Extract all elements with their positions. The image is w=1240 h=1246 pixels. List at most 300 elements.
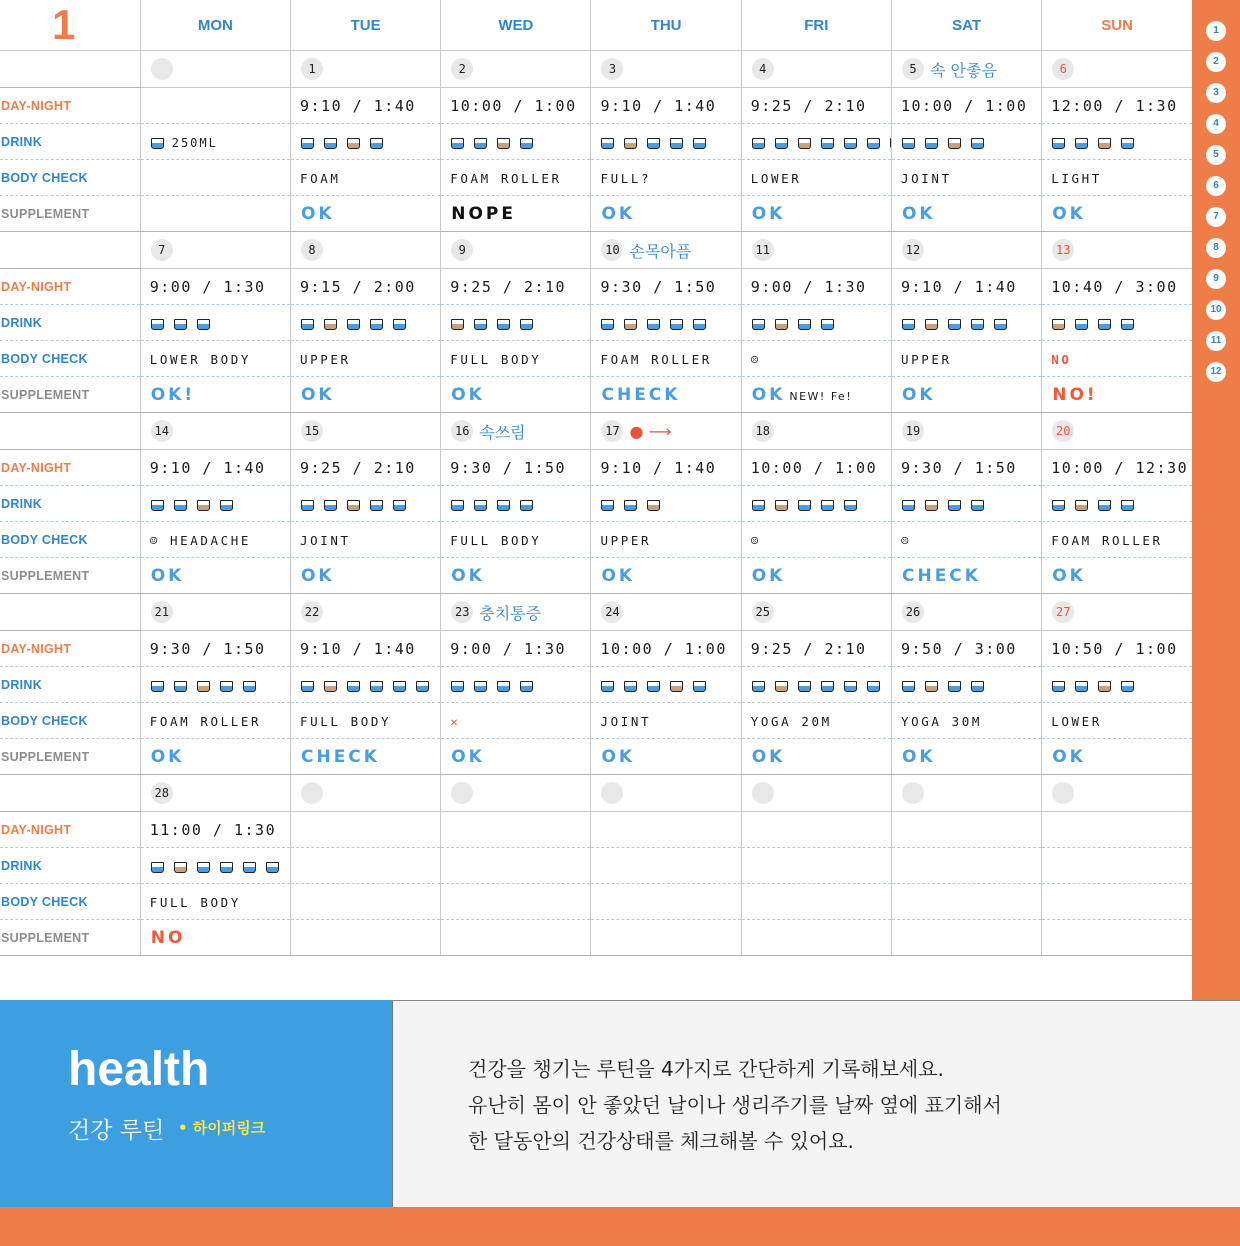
drink-cell[interactable] (441, 486, 591, 522)
drink-cell[interactable] (891, 667, 1041, 703)
day-night-cell[interactable] (891, 631, 1041, 667)
body-check-cell[interactable] (290, 522, 440, 558)
water-cup-icon (994, 319, 1007, 330)
body-check-text: ☹ (750, 533, 761, 548)
supplement-cell[interactable] (741, 920, 891, 956)
day-night-cell[interactable] (441, 450, 591, 486)
body-check-cell[interactable] (591, 341, 741, 377)
supplement-cell[interactable] (891, 558, 1041, 594)
day-cell[interactable] (591, 413, 741, 450)
drink-cell[interactable] (140, 124, 290, 160)
drink-cell[interactable] (140, 667, 290, 703)
supplement-cell[interactable] (891, 377, 1041, 413)
drink-cell[interactable] (741, 848, 891, 884)
supplement-cell[interactable] (140, 739, 290, 775)
drink-cell[interactable] (290, 486, 440, 522)
water-cup-icon (197, 862, 210, 873)
body-check-cell[interactable] (290, 160, 440, 196)
drink-cell[interactable] (591, 848, 741, 884)
day-cell[interactable] (891, 775, 1041, 812)
drink-cell[interactable] (140, 305, 290, 341)
body-check-cell[interactable] (441, 884, 591, 920)
supplement-cell[interactable] (140, 196, 290, 232)
water-cup-icon (971, 681, 984, 692)
body-check-cell[interactable] (140, 884, 290, 920)
day-cell[interactable] (1042, 775, 1192, 812)
cup-tracker (902, 314, 1017, 333)
water-cup-icon (370, 319, 383, 330)
body-check-row-label: BODY CHECK (0, 522, 140, 558)
body-check-cell[interactable] (741, 703, 891, 739)
cup-tracker (301, 314, 416, 333)
supplement-status: OK (751, 565, 786, 586)
water-cup-icon (393, 681, 406, 692)
weekday-thu: THU (591, 0, 741, 51)
water-cup-icon (821, 681, 834, 692)
day-night-cell[interactable] (140, 631, 290, 667)
body-check-text: ☹ (900, 533, 912, 548)
day-number: 16 (451, 420, 473, 442)
day-cell[interactable] (891, 51, 1041, 88)
drink-cell[interactable] (591, 486, 741, 522)
tea-cup-icon (324, 319, 337, 330)
day-night-cell[interactable] (741, 450, 891, 486)
day-cell[interactable] (290, 232, 440, 269)
body-check-cell[interactable] (1042, 522, 1192, 558)
supplement-cell[interactable] (140, 920, 290, 956)
day-number (601, 782, 623, 804)
day-number: 3 (601, 58, 623, 80)
supplement-cell[interactable] (1042, 920, 1192, 956)
water-cup-icon (798, 500, 811, 511)
body-check-text: FOAM ROLLER (600, 352, 712, 367)
day-night-cell[interactable] (591, 450, 741, 486)
supplement-cell[interactable] (441, 196, 591, 232)
day-number (151, 58, 173, 80)
day-number: 23 (451, 601, 473, 623)
water-cup-icon (601, 681, 614, 692)
day-night-cell[interactable] (891, 812, 1041, 848)
day-night-cell[interactable] (891, 88, 1041, 124)
water-cup-icon (370, 681, 383, 692)
week-row-spacer (0, 51, 140, 88)
supplement-cell[interactable] (591, 920, 741, 956)
water-cup-icon (971, 138, 984, 149)
day-cell[interactable] (140, 413, 290, 450)
body-check-row-label: BODY CHECK (0, 703, 140, 739)
body-check-cell[interactable] (891, 703, 1041, 739)
water-cup-icon (867, 681, 880, 692)
body-check-cell[interactable] (140, 341, 290, 377)
drink-cell[interactable] (441, 305, 591, 341)
day-night-row-label: DAY-NIGHT (0, 812, 140, 848)
day-cell[interactable] (441, 594, 591, 631)
body-check-cell[interactable] (1042, 884, 1192, 920)
body-check-cell[interactable] (290, 341, 440, 377)
day-cell[interactable] (741, 594, 891, 631)
drink-cell[interactable] (441, 848, 591, 884)
day-number: 28 (151, 782, 173, 804)
drink-cell[interactable] (891, 486, 1041, 522)
tea-cup-icon (197, 681, 210, 692)
body-check-text: UPPER (600, 533, 652, 548)
day-cell[interactable] (140, 775, 290, 812)
body-check-text: ✕ (450, 714, 461, 729)
supplement-cell[interactable] (140, 377, 290, 413)
drink-cell[interactable] (1042, 667, 1192, 703)
day-night-cell[interactable] (1042, 631, 1192, 667)
day-night-cell[interactable] (140, 450, 290, 486)
drink-cell[interactable] (140, 486, 290, 522)
supplement-cell[interactable] (891, 920, 1041, 956)
body-check-cell[interactable] (1042, 160, 1192, 196)
day-night-cell[interactable] (741, 631, 891, 667)
month-tab-1[interactable]: 1 (1206, 21, 1226, 41)
tea-cup-icon (925, 681, 938, 692)
drink-cell[interactable] (290, 848, 440, 884)
day-cell[interactable] (1042, 413, 1192, 450)
supplement-cell[interactable] (741, 739, 891, 775)
body-check-text: FULL? (600, 171, 652, 186)
day-number: 18 (752, 420, 774, 442)
supplement-status: OK (1052, 746, 1086, 767)
cup-tracker (451, 133, 543, 152)
day-cell[interactable] (441, 775, 591, 812)
day-cell[interactable] (891, 232, 1041, 269)
body-check-cell[interactable] (891, 160, 1041, 196)
drink-cell[interactable] (741, 667, 891, 703)
day-number: 8 (301, 239, 323, 261)
supplement-cell[interactable] (741, 558, 891, 594)
body-check-cell[interactable] (1042, 703, 1192, 739)
supplement-cell[interactable] (441, 558, 591, 594)
drink-cell[interactable] (591, 124, 741, 160)
drink-row (0, 305, 1192, 341)
drink-cell[interactable] (441, 124, 591, 160)
body-check-text: FOAM ROLLER (149, 714, 262, 729)
drink-cell[interactable] (891, 848, 1041, 884)
drink-cell[interactable] (290, 667, 440, 703)
body-check-cell[interactable] (891, 884, 1041, 920)
body-check-cell[interactable] (1042, 341, 1192, 377)
day-cell[interactable] (591, 232, 741, 269)
day-cell[interactable] (591, 51, 741, 88)
day-number: 10 (601, 239, 623, 261)
tea-cup-icon (624, 138, 637, 149)
day-night-cell[interactable] (290, 812, 440, 848)
water-cup-icon (902, 681, 915, 692)
water-cup-icon (601, 138, 614, 149)
day-night-cell[interactable] (441, 812, 591, 848)
week-day-number-row (0, 51, 1192, 88)
day-cell[interactable] (891, 413, 1041, 450)
day-cell[interactable] (891, 594, 1041, 631)
day-night-cell[interactable] (290, 631, 440, 667)
water-cup-icon (775, 138, 788, 149)
footer-title-panel (0, 1000, 392, 1207)
day-night-cell[interactable] (1042, 269, 1192, 305)
water-cup-icon (902, 138, 915, 149)
drink-cell[interactable] (591, 667, 741, 703)
drink-cell[interactable] (1042, 305, 1192, 341)
day-cell[interactable] (140, 594, 290, 631)
day-night-cell[interactable] (290, 450, 440, 486)
water-cup-icon (301, 319, 314, 330)
drink-cell[interactable] (441, 667, 591, 703)
supplement-cell[interactable] (741, 377, 891, 413)
day-night-cell[interactable] (741, 812, 891, 848)
day-cell[interactable] (441, 51, 591, 88)
sleep-time: 9:10 / 1:40 (299, 640, 416, 658)
sleep-time: 9:25 / 2:10 (299, 459, 416, 477)
supplement-cell[interactable] (1042, 196, 1192, 232)
drink-cell[interactable] (741, 305, 891, 341)
day-night-row (0, 269, 1192, 305)
drink-cell[interactable] (290, 124, 440, 160)
drink-cell[interactable] (891, 305, 1041, 341)
day-night-cell[interactable] (1042, 450, 1192, 486)
tea-cup-icon (925, 319, 938, 330)
day-night-cell[interactable] (591, 269, 741, 305)
body-check-row-label: BODY CHECK (0, 341, 140, 377)
weekday-wed: WED (441, 0, 591, 51)
water-cup-icon (693, 138, 706, 149)
supplement-row (0, 558, 1192, 594)
cup-tracker (151, 676, 266, 695)
supplement-cell[interactable] (290, 377, 440, 413)
month-tab-8[interactable]: 8 (1206, 238, 1226, 258)
supplement-cell[interactable] (1042, 739, 1192, 775)
water-cup-icon (1052, 138, 1065, 149)
supplement-cell[interactable] (591, 739, 741, 775)
body-check-cell[interactable] (441, 703, 591, 739)
day-night-cell[interactable] (741, 269, 891, 305)
supplement-cell[interactable] (441, 739, 591, 775)
body-check-cell[interactable] (441, 341, 591, 377)
drink-cell[interactable] (741, 124, 891, 160)
body-check-cell[interactable] (591, 884, 741, 920)
body-check-cell[interactable] (741, 884, 891, 920)
day-cell[interactable] (290, 775, 440, 812)
supplement-status: OK (451, 384, 485, 405)
day-cell[interactable] (290, 413, 440, 450)
water-cup-icon (1075, 138, 1088, 149)
supplement-status: NO (150, 927, 186, 948)
day-night-cell[interactable] (290, 269, 440, 305)
day-night-cell[interactable] (290, 88, 440, 124)
body-check-cell[interactable] (290, 703, 440, 739)
day-cell[interactable] (591, 775, 741, 812)
day-cell[interactable] (441, 413, 591, 450)
supplement-cell[interactable] (290, 558, 440, 594)
month-tab-6[interactable]: 6 (1206, 176, 1226, 196)
tea-cup-icon (624, 319, 637, 330)
cup-tracker (301, 133, 393, 152)
supplement-cell[interactable] (591, 377, 741, 413)
water-cup-icon (670, 138, 683, 149)
month-tab-11[interactable]: 11 (1206, 331, 1226, 351)
cup-tracker (151, 133, 218, 152)
day-number: 26 (902, 601, 924, 623)
sleep-time: 9:15 / 2:00 (299, 278, 416, 296)
water-cup-icon (693, 319, 706, 330)
tea-cup-icon (775, 681, 788, 692)
day-night-row-label: DAY-NIGHT (0, 269, 140, 305)
body-check-cell[interactable] (891, 341, 1041, 377)
day-cell[interactable] (741, 232, 891, 269)
drink-cell[interactable] (1042, 124, 1192, 160)
day-cell[interactable] (591, 594, 741, 631)
day-number (451, 782, 473, 804)
day-night-cell[interactable] (591, 88, 741, 124)
supplement-status: OK (451, 565, 485, 586)
tea-cup-icon (1098, 138, 1111, 149)
day-cell[interactable] (1042, 51, 1192, 88)
month-tab-5[interactable]: 5 (1206, 145, 1226, 165)
body-check-cell[interactable] (741, 341, 891, 377)
cup-tracker (1052, 133, 1144, 152)
supplement-cell[interactable] (441, 920, 591, 956)
supplement-cell[interactable] (591, 196, 741, 232)
day-number: 17 (601, 420, 623, 442)
month-tab-10[interactable]: 10 (1206, 300, 1226, 320)
day-night-cell[interactable] (441, 269, 591, 305)
month-tab-7[interactable]: 7 (1206, 207, 1226, 227)
tea-cup-icon (775, 319, 788, 330)
day-night-cell[interactable] (891, 450, 1041, 486)
body-check-text: FULL BODY (299, 714, 392, 729)
body-check-cell[interactable] (741, 160, 891, 196)
drink-cell[interactable] (140, 848, 290, 884)
water-cup-icon (1052, 500, 1065, 511)
water-cup-icon (798, 319, 811, 330)
drink-row (0, 486, 1192, 522)
day-number: 7 (151, 239, 173, 261)
day-night-cell[interactable] (441, 88, 591, 124)
day-night-row (0, 88, 1192, 124)
day-cell[interactable] (741, 775, 891, 812)
supplement-cell[interactable] (441, 377, 591, 413)
supplement-row-label: SUPPLEMENT (0, 920, 140, 956)
body-check-cell[interactable] (441, 160, 591, 196)
day-number: 24 (601, 601, 623, 623)
day-night-row (0, 450, 1192, 486)
supplement-cell[interactable] (1042, 377, 1192, 413)
supplement-cell[interactable] (290, 920, 440, 956)
body-check-cell[interactable] (591, 160, 741, 196)
body-check-cell[interactable] (290, 884, 440, 920)
month-tab-12[interactable]: 12 (1206, 362, 1226, 382)
month-tab-4[interactable]: 4 (1206, 114, 1226, 134)
supplement-cell[interactable] (891, 739, 1041, 775)
drink-row (0, 124, 1192, 160)
day-cell[interactable] (441, 232, 591, 269)
day-number: 4 (752, 58, 774, 80)
supplement-cell[interactable] (591, 558, 741, 594)
day-number (902, 782, 924, 804)
day-night-cell[interactable] (1042, 88, 1192, 124)
day-cell[interactable] (290, 594, 440, 631)
water-cup-icon (324, 138, 337, 149)
day-cell[interactable] (140, 51, 290, 88)
sleep-time: 9:30 / 1:50 (900, 459, 1017, 477)
drink-row-label: DRINK (0, 667, 140, 703)
body-check-cell[interactable] (140, 522, 290, 558)
day-night-cell[interactable] (140, 88, 290, 124)
tea-cup-icon (670, 681, 683, 692)
body-check-cell[interactable] (140, 160, 290, 196)
water-cup-icon (1121, 681, 1134, 692)
cup-tracker (301, 495, 416, 514)
drink-cell[interactable] (1042, 848, 1192, 884)
water-cup-icon (752, 500, 765, 511)
month-tab-3[interactable]: 3 (1206, 83, 1226, 103)
weekday-tue: TUE (290, 0, 440, 51)
supplement-cell[interactable] (891, 196, 1041, 232)
cup-tracker (601, 133, 716, 152)
day-cell[interactable] (290, 51, 440, 88)
day-night-cell[interactable] (140, 812, 290, 848)
tea-cup-icon (197, 500, 210, 511)
body-check-cell[interactable] (591, 703, 741, 739)
body-check-cell[interactable] (591, 522, 741, 558)
body-check-cell[interactable] (891, 522, 1041, 558)
day-number: 9 (451, 239, 473, 261)
supplement-cell[interactable] (1042, 558, 1192, 594)
day-cell[interactable] (140, 232, 290, 269)
day-night-cell[interactable] (741, 88, 891, 124)
day-cell[interactable] (1042, 232, 1192, 269)
day-night-cell[interactable] (140, 269, 290, 305)
month-tab-9[interactable]: 9 (1206, 269, 1226, 289)
supplement-cell[interactable] (741, 196, 891, 232)
day-cell[interactable] (741, 413, 891, 450)
day-night-cell[interactable] (1042, 812, 1192, 848)
footer-subtitle: 건강 루틴 (68, 1118, 165, 1144)
supplement-status: OK (751, 746, 786, 767)
drink-cell[interactable] (1042, 486, 1192, 522)
day-night-cell[interactable] (891, 269, 1041, 305)
day-note: 손목아픔 (629, 241, 692, 261)
water-cup-icon (220, 862, 233, 873)
body-check-cell[interactable] (441, 522, 591, 558)
day-cell[interactable] (741, 51, 891, 88)
body-check-cell[interactable] (741, 522, 891, 558)
month-tab-2[interactable]: 2 (1206, 52, 1226, 72)
drink-cell[interactable] (290, 305, 440, 341)
footer-description-line: 유난히 몸이 안 좋았던 날이나 생리주기를 날짜 옆에 표기해서 (468, 1093, 1002, 1117)
cup-tracker (601, 314, 716, 333)
day-night-cell[interactable] (441, 631, 591, 667)
water-cup-icon (324, 500, 337, 511)
day-cell[interactable] (1042, 594, 1192, 631)
drink-cell[interactable] (591, 305, 741, 341)
body-check-cell[interactable] (140, 703, 290, 739)
day-number: 14 (151, 420, 173, 442)
drink-cell[interactable] (741, 486, 891, 522)
day-night-cell[interactable] (591, 812, 741, 848)
water-cup-icon (867, 138, 880, 149)
drink-cell[interactable] (891, 124, 1041, 160)
supplement-cell[interactable] (290, 739, 440, 775)
supplement-cell[interactable] (140, 558, 290, 594)
water-cup-icon (752, 319, 765, 330)
body-check-text: FOAM ROLLER (450, 171, 562, 186)
supplement-cell[interactable] (290, 196, 440, 232)
sleep-time: 9:30 / 1:50 (149, 640, 266, 658)
day-night-cell[interactable] (591, 631, 741, 667)
day-note: 충치통증 (479, 603, 542, 623)
